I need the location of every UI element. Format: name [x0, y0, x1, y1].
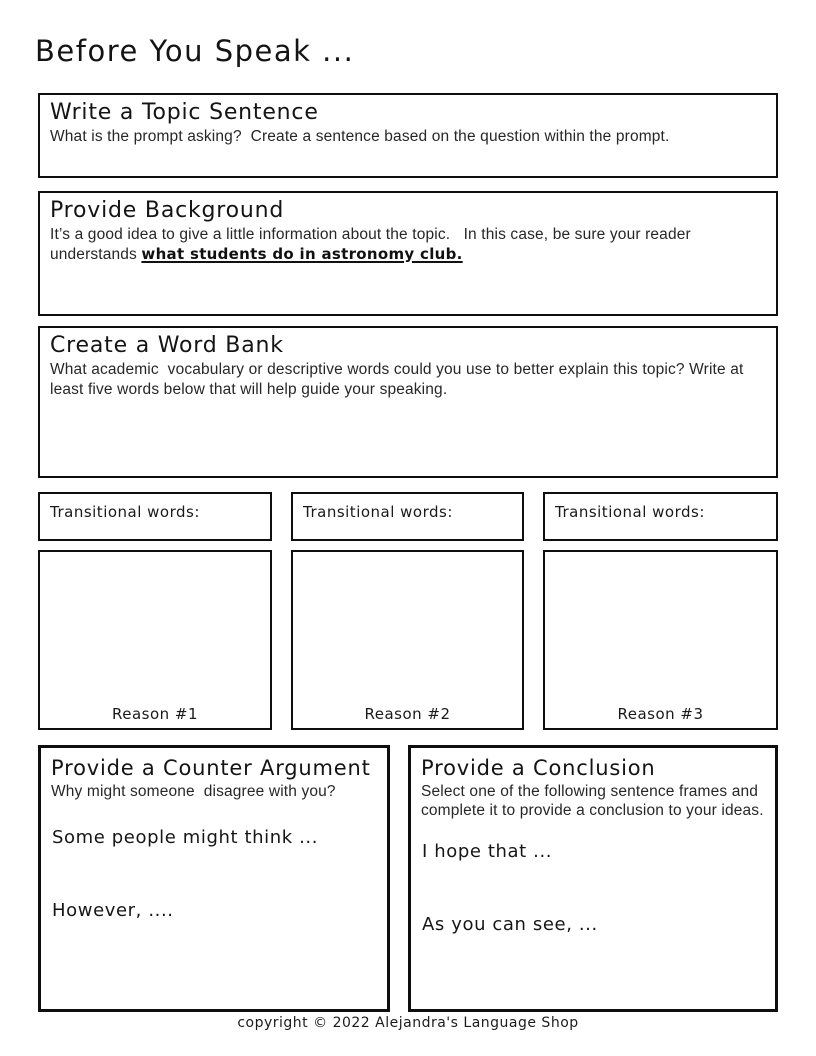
- transitional-words-label: Transitional words:: [555, 503, 705, 521]
- transitional-words-box-2: [291, 492, 524, 541]
- word-bank-instructions: What academic vocabulary or descriptive words could you use to better explain this topic? Write at least five words below that will help guide your speaking.: [50, 361, 748, 398]
- background-instructions: [50, 225, 766, 263]
- conclusion-title: Provide a Conclusion: [421, 756, 656, 780]
- transitional-words-label: Transitional words:: [50, 503, 200, 521]
- reason-label: Reason #3: [617, 705, 704, 723]
- topic-sentence-instructions: What is the prompt asking? Create a sentence based on the question within the prompt.: [50, 128, 670, 146]
- background-highlight: what students do in astronomy club.: [141, 244, 463, 263]
- conclusion-instructions: Select one of the following sentence frames and complete it to provide a conclusion to your ideas.: [421, 783, 764, 820]
- topic-sentence-title: Write a Topic Sentence: [50, 100, 319, 125]
- reason-box-1: [38, 550, 272, 730]
- conclusion-box: [408, 745, 778, 1012]
- sentence-frame: I hope that ...: [422, 841, 553, 862]
- topic-sentence-box: [38, 93, 778, 178]
- background-instructions-text: It’s a good idea to give a little information about the topic. In this case, be sure your reader understands: [50, 226, 696, 263]
- word-bank-title: Create a Word Bank: [50, 333, 284, 358]
- transitional-words-box-1: [38, 492, 272, 541]
- reason-box-2: [291, 550, 524, 730]
- counter-argument-subtitle: Why might someone disagree with you?: [51, 783, 336, 801]
- reason-label: Reason #2: [364, 705, 451, 723]
- background-title: Provide Background: [50, 198, 285, 223]
- counter-argument-title: Provide a Counter Argument: [51, 756, 371, 780]
- transitional-words-label: Transitional words:: [303, 503, 453, 521]
- reason-label: Reason #1: [111, 705, 199, 723]
- page-title: Before You Speak ...: [35, 34, 355, 68]
- sentence-frame: Some people might think ...: [52, 827, 319, 849]
- word-bank-box: [38, 326, 778, 478]
- sentence-frame: As you can see, ...: [422, 914, 598, 935]
- reason-box-3: [543, 550, 778, 730]
- footer-copyright: copyright © 2022 Alejandra's Language Shop: [237, 1015, 579, 1031]
- counter-argument-box: [38, 745, 390, 1012]
- background-box: [38, 191, 778, 316]
- sentence-frame: However, ....: [52, 900, 174, 922]
- transitional-words-box-3: [543, 492, 778, 541]
